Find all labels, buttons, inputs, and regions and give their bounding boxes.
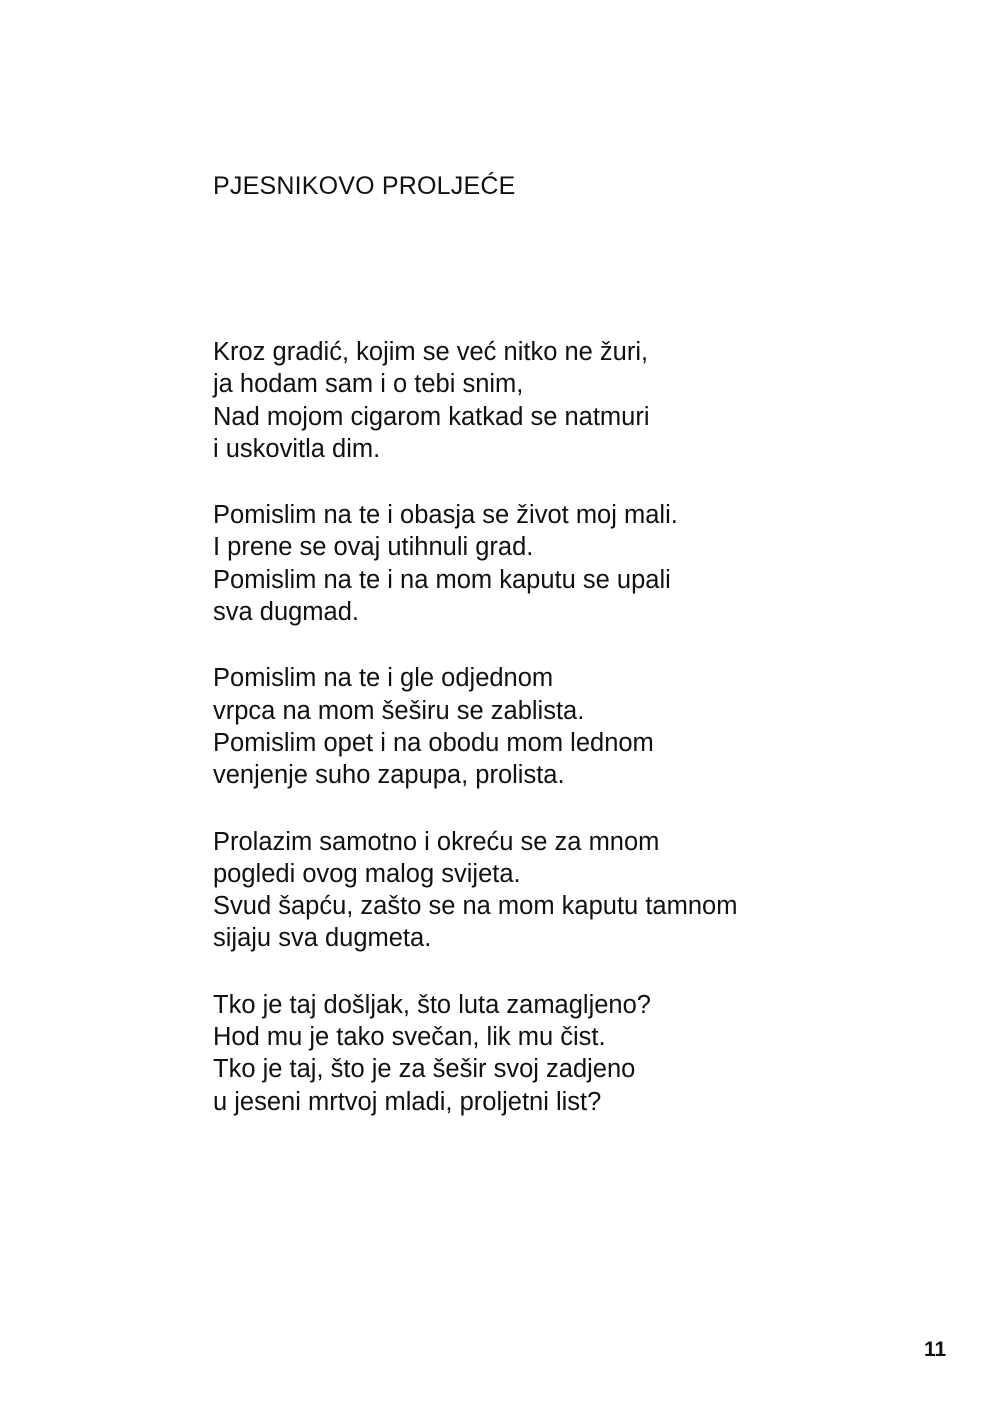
poem-line: pogledi ovog malog svijeta. bbox=[213, 859, 521, 888]
stanza-1 bbox=[213, 336, 933, 465]
poem-line: ja hodam sam i o tebi snim, bbox=[213, 370, 524, 399]
poem-line: venjenje suho zapupa, prolista. bbox=[213, 761, 565, 790]
poem-line: Tko je taj došljak, što luta zamagljeno? bbox=[213, 990, 651, 1019]
stanza-3 bbox=[213, 662, 933, 791]
poem-line: Tko je taj, što je za šešir svoj zadjeno bbox=[213, 1055, 636, 1084]
poem-line: Pomislim na te i na mom kaputu se upali bbox=[213, 565, 671, 594]
stanza-2 bbox=[213, 499, 933, 628]
poem-line: vrpca na mom šeširu se zablista. bbox=[213, 696, 585, 725]
poem-line: u jeseni mrtvoj mladi, proljetni list? bbox=[213, 1087, 602, 1116]
stanza-4 bbox=[213, 826, 933, 955]
poem-line: Pomislim opet i na obodu mom lednom bbox=[213, 728, 654, 757]
poem-line: Prolazim samotno i okreću se za mnom bbox=[213, 827, 660, 856]
poem-title: PJESNIKOVO PROLJEĆE bbox=[213, 172, 516, 200]
poem-line: i uskovitla dim. bbox=[213, 434, 381, 463]
poem-line: sva dugmad. bbox=[213, 598, 360, 627]
poem-line: I prene se ovaj utihnuli grad. bbox=[213, 533, 534, 562]
poem-body bbox=[213, 336, 933, 1152]
poem-line: sijaju sva dugmeta. bbox=[213, 924, 432, 953]
poem-line: Pomislim na te i obasja se život moj mali. bbox=[213, 501, 678, 530]
stanza-5 bbox=[213, 989, 933, 1118]
poem-line: Kroz gradić, kojim se već nitko ne žuri, bbox=[213, 338, 649, 366]
page-number: 11 bbox=[924, 1338, 947, 1361]
poem-line: Hod mu je tako svečan, lik mu čist. bbox=[213, 1023, 606, 1052]
poem-line: Pomislim na te i gle odjednom bbox=[213, 664, 554, 693]
poem-line: Svud šapću, zašto se na mom kaputu tamnom bbox=[213, 892, 738, 921]
poem-line: Nad mojom cigarom katkad se natmuri bbox=[213, 402, 650, 431]
